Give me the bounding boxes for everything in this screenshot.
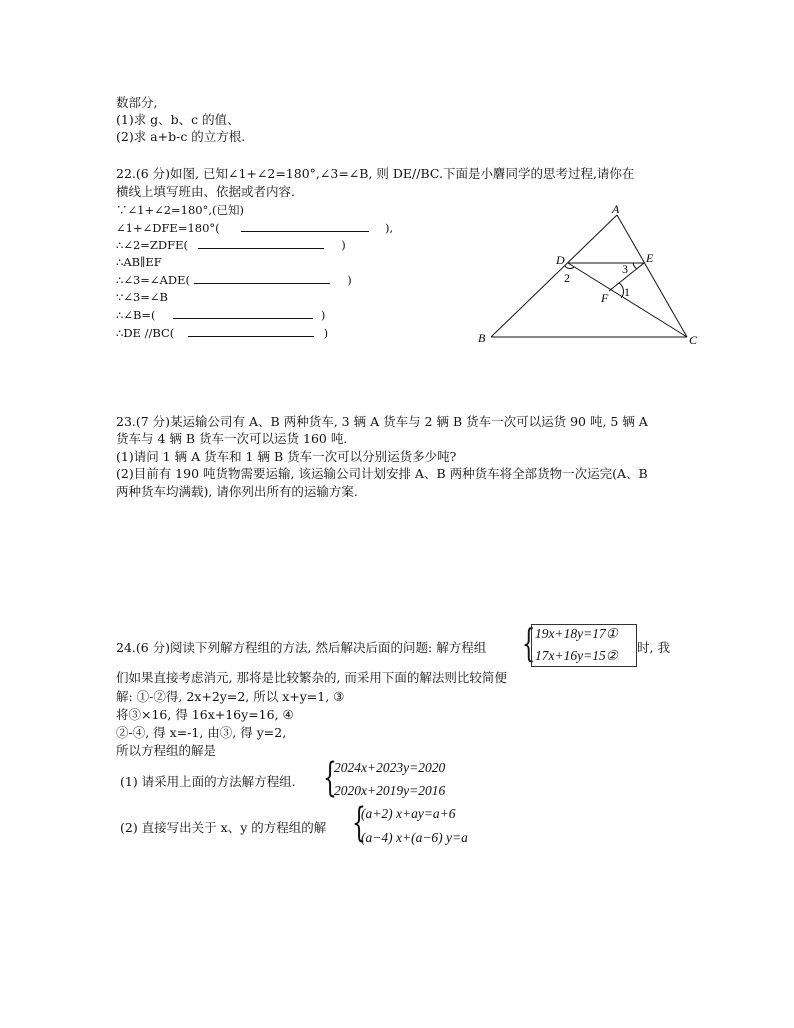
segment-dc [568, 263, 687, 337]
q24-solution-2: 将③×16, 得 16x+16y=16, ④ [116, 707, 294, 722]
q23-part1: (1)请问 1 辆 A 货车和 1 辆 B 货车一次可以分别运货多少吨? [116, 449, 457, 464]
q22-step-2-text: ∠1+∠DFE=180°( [116, 221, 220, 235]
q24-part1-eq1: 2024x+2023y=2020 [334, 760, 446, 775]
q24-line-2: 们如果直接考虑消元, 那将是比较繁杂的, 而采用下面的解法则比较简便 [116, 670, 507, 685]
angle-1-label: 1 [624, 285, 630, 299]
q22-step-5-close: ) [347, 273, 352, 287]
angle-2-label: 2 [564, 271, 570, 285]
q24-part1-eq2: 2020x+2019y=2016 [334, 783, 446, 798]
angle-3-arc [633, 263, 637, 269]
q24-part2-eq2: (a−4) x+(a−6) y=a [361, 830, 468, 845]
q24-stem-a: 24.(6 分)阅读下列解方程组的方法, 然后解决后面的问题: 解方程组 [116, 640, 487, 655]
q22-stem-1: 22.(6 分)如图, 已知∠1+∠2=180°,∠3=∠B, 则 DE//BC.下面是小麏同学的思考过程,请你在 [116, 166, 635, 181]
q24-solution-4: 所以方程组的解是 [116, 743, 217, 758]
q22-step-8 [116, 324, 328, 341]
q22-blank-1[interactable] [241, 219, 369, 232]
q22-step-3-text: ∴∠2=ZDFE( [116, 238, 188, 252]
q23-part2-a: (2)目前有 190 吨货物需要运输, 该运输公司计划安排 A、B 两种货车将全部货物一次运完(A、B [116, 466, 648, 481]
q22-blank-5[interactable] [188, 324, 314, 337]
q22-step-3-close: ) [341, 238, 346, 252]
q23-line-2: 货车与 4 辆 B 货车一次可以运货 160 吨. [116, 431, 348, 446]
q24-part1: (1) 请采用上面的方法解方程组. [120, 774, 296, 789]
q22-step-2 [116, 219, 393, 236]
q23-line-1: 23.(7 分)某运输公司有 A、B 两种货车, 3 辆 A 货车与 2 辆 B 货车一次可以运货 90 吨, 5 辆 A [116, 414, 648, 429]
q22-step-8-text: ∴DE //BC( [116, 326, 175, 340]
q22-step-7-close: ) [320, 308, 326, 322]
label-e: E [646, 251, 654, 265]
q22-step-6: ∵∠3=∠B [116, 290, 168, 304]
q24-stem-b: 时, 我 [637, 640, 670, 655]
q22-step-5 [116, 271, 352, 288]
q24-system-eq1: 19x+18y=17① [535, 626, 618, 641]
q22-step-7-text: ∴∠B=( [116, 308, 156, 322]
q22-step-1: ∵∠1+∠2=180°,(已知) [116, 203, 245, 217]
label-b: B [478, 331, 486, 345]
q24-part2: (2) 直接写出关于 x、y 的方程组的解 [120, 820, 327, 835]
segment-ef [609, 263, 644, 291]
segment-ac [617, 215, 687, 337]
q22-step-5-text: ∴∠3=∠ADE( [116, 273, 190, 287]
q23-part2-b: 两种货车均满载), 请你列出所有的运输方案. [116, 484, 358, 499]
q22-step-3 [116, 236, 346, 253]
q22-step-2-close: ), [384, 221, 394, 235]
q21-part2: (2)求 a+b-c 的立方根. [116, 129, 246, 144]
q24-system-brace: { [522, 621, 536, 665]
segment-ab [491, 215, 617, 337]
q24-system-eq2: 17x+16y=15② [535, 648, 618, 663]
q21-part1: (1)求 g、b、c 的值、 [116, 112, 240, 127]
q24-part2-eq1: (a+2) x+ay=a+6 [361, 806, 456, 821]
q22-step-8-close: ) [323, 326, 329, 340]
label-f: F [601, 291, 609, 305]
label-d: D [556, 253, 565, 267]
angle-1-arc [619, 283, 624, 298]
q21-tail-line: 数部分, [116, 95, 158, 110]
angle-2-arc [565, 266, 574, 269]
q22-stem-2: 横线上填写班由、依据或者内容. [116, 184, 295, 199]
q22-blank-4[interactable] [173, 306, 313, 319]
q24-part1-brace: { [323, 755, 337, 801]
q22-step-7 [116, 306, 325, 323]
q22-blank-3[interactable] [194, 271, 330, 284]
q24-solution-1: 解: ①-②得, 2x+2y=2, 所以 x+y=1, ③ [116, 689, 345, 704]
q24-solution-3: ②-④, 得 x=-1, 由③, 得 y=2, [116, 725, 287, 740]
q22-blank-2[interactable] [198, 236, 324, 249]
q24-part2-brace: { [352, 800, 366, 846]
label-a: A [612, 202, 620, 216]
q22-step-4: ∴AB∥EF [116, 255, 162, 269]
angle-3-label: 3 [622, 262, 628, 276]
label-c: C [689, 333, 698, 347]
